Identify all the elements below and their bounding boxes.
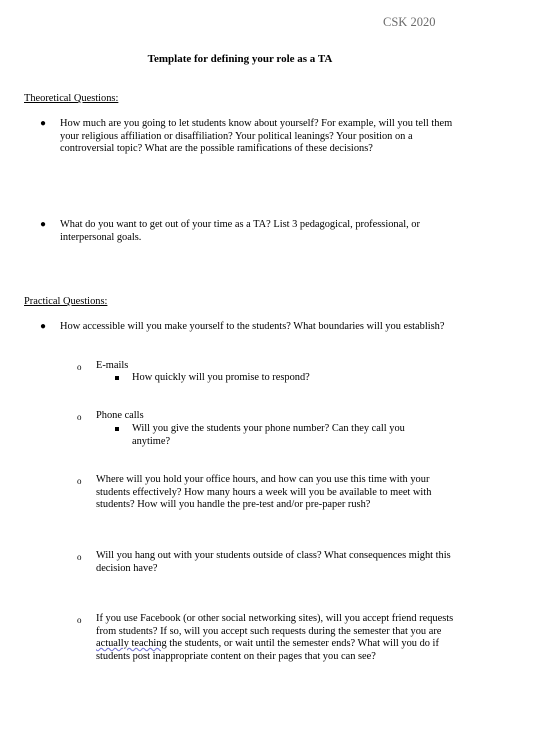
facebook-question — [96, 613, 461, 663]
document-title: Template for defining your role as a TA — [147, 53, 333, 65]
phone-calls-question: Will you give the students your phone number? Can they call you anytime? — [132, 423, 405, 447]
hang-out-question: Will you hang out with your students outside of class? What consequences might this decision have? — [96, 550, 451, 574]
bullet-icon: ● — [40, 118, 47, 129]
theoretical-heading: Theoretical Questions: — [24, 93, 119, 104]
circle-bullet-icon: o — [77, 476, 82, 486]
bullet-icon: ● — [40, 219, 47, 230]
practical-question-accessibility: How accessible will you make yourself to the students? What boundaries will you establish? — [60, 321, 445, 332]
bullet-icon: ● — [40, 321, 47, 332]
theoretical-question-1: How much are you going to let students know about yourself? For example, will you tell them your religious affiliation or disaffiliation? Your political leanings? Your position on a controversial topic? What are the possible ramifications of these decisions? — [60, 118, 453, 155]
spellcheck-underlined-text: actually teaching — [96, 638, 167, 650]
emails-question: How quickly will you promise to respond? — [132, 372, 310, 383]
theoretical-question-2: What do you want to get out of your time as a TA? List 3 pedagogical, professional, or interpersonal goals. — [60, 219, 420, 243]
phone-calls-label: Phone calls — [96, 410, 144, 421]
document-header: CSK 2020 — [383, 15, 436, 29]
square-bullet-icon — [115, 427, 119, 431]
circle-bullet-icon: o — [77, 615, 82, 625]
facebook-question-part-1: If you use Facebook (or other social networking sites), will you accept friend requests from students? If so, will you accept such requests during the semester that you are — [96, 613, 454, 637]
square-bullet-icon — [115, 376, 119, 380]
circle-bullet-icon: o — [77, 412, 82, 422]
office-hours-question: Where will you hold your office hours, and how can you use this time with your students effectively? How many hours a week will you be available to meet with students? How will you handle the pre-test and/or pre-paper rush? — [96, 474, 432, 511]
practical-heading: Practical Questions: — [24, 296, 108, 307]
emails-label: E-mails — [96, 360, 129, 371]
facebook-question-part-2: the students, or wait until the semester ends? What will you do if students post inappropriate content on their pages that you can see? — [96, 638, 439, 662]
circle-bullet-icon: o — [77, 362, 82, 372]
circle-bullet-icon: o — [77, 552, 82, 562]
